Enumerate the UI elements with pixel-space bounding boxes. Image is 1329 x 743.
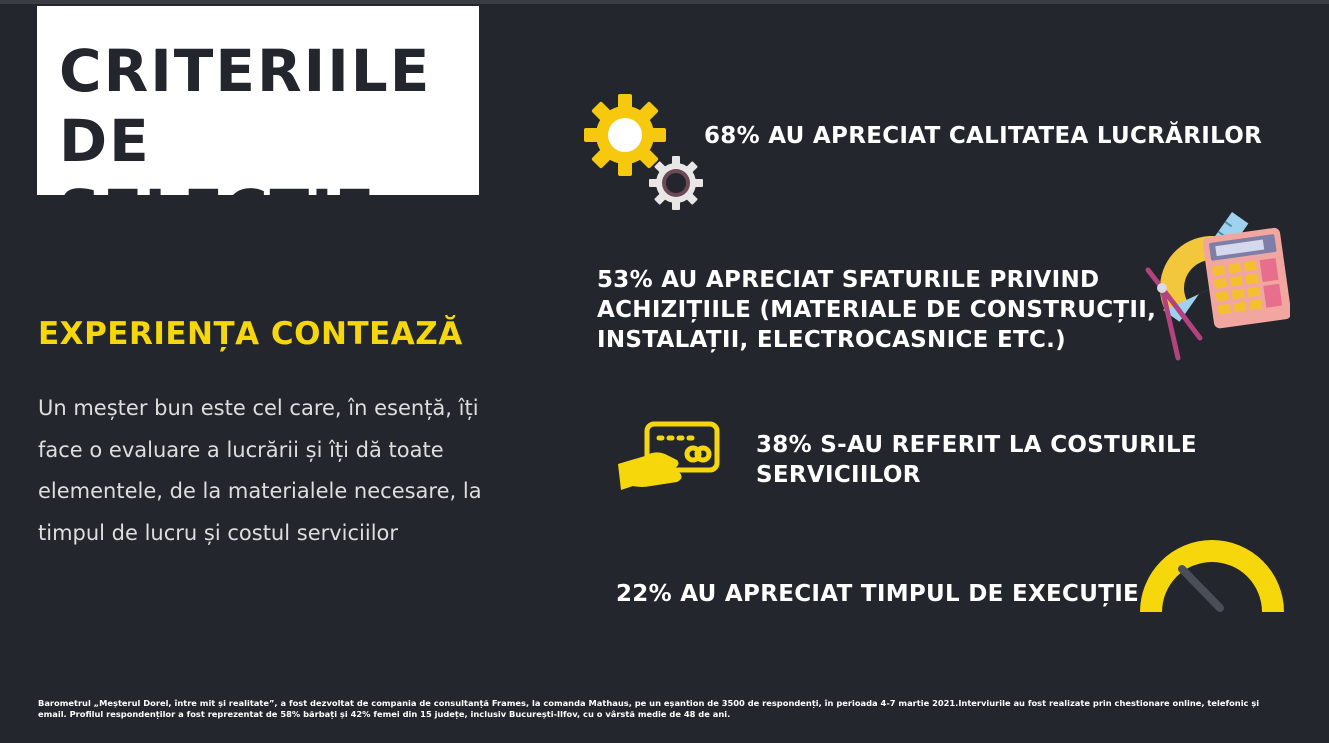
drafting-tools-calculator-icon: [1140, 208, 1290, 367]
title-line-2: DE SELECȚIE: [59, 107, 377, 245]
stat-advice: 53% AU APRECIAT SFATURILE PRIVIND ACHIZIȚIILE (MATERIALE DE CONSTRUCȚII, INSTALAȚII, ELECTROCASNICE ETC.): [597, 267, 1157, 353]
stat-costs: 38% S-AU REFERIT LA COSTURILE SERVICIILOR: [756, 432, 1197, 488]
top-border: [0, 0, 1329, 4]
subheading: EXPERIENȚA CONTEAZĂ: [38, 316, 463, 352]
hand-card-icon: [615, 420, 723, 498]
title-line-1: CRITERIILE: [59, 37, 432, 105]
stat-execution-time: 22% AU APRECIAT TIMPUL DE EXECUȚIE: [616, 581, 1140, 607]
body-text: Un meșter bun este cel care, în esență, îți face o evaluare a lucrării și îți dă toate elementele, de la materialele necesare, la timpul de lucru și costul serviciilor: [38, 396, 482, 545]
stat-quality: 68% AU APRECIAT CALITATEA LUCRĂRILOR: [704, 123, 1263, 149]
title-box: [37, 6, 479, 245]
gauge-icon: [1136, 536, 1288, 620]
footnote: Barometrul „Meșterul Dorel, între mit și realitate”, a fost dezvoltat de compania de consultanță Frames, la comanda Mathaus, pe un eșantion de 3500 de respondenți, în perioada 4-7 martie 2021.Interviurile au fost realizate prin chestionare online, telefonic și email. Profilul respondenților a fost reprezentat de 58% bărbați și 42% femei din 15 județe, inclusiv București-Ilfov, cu o vârstă medie de 48 de ani.: [38, 698, 1260, 719]
gears-icon: [584, 94, 706, 216]
